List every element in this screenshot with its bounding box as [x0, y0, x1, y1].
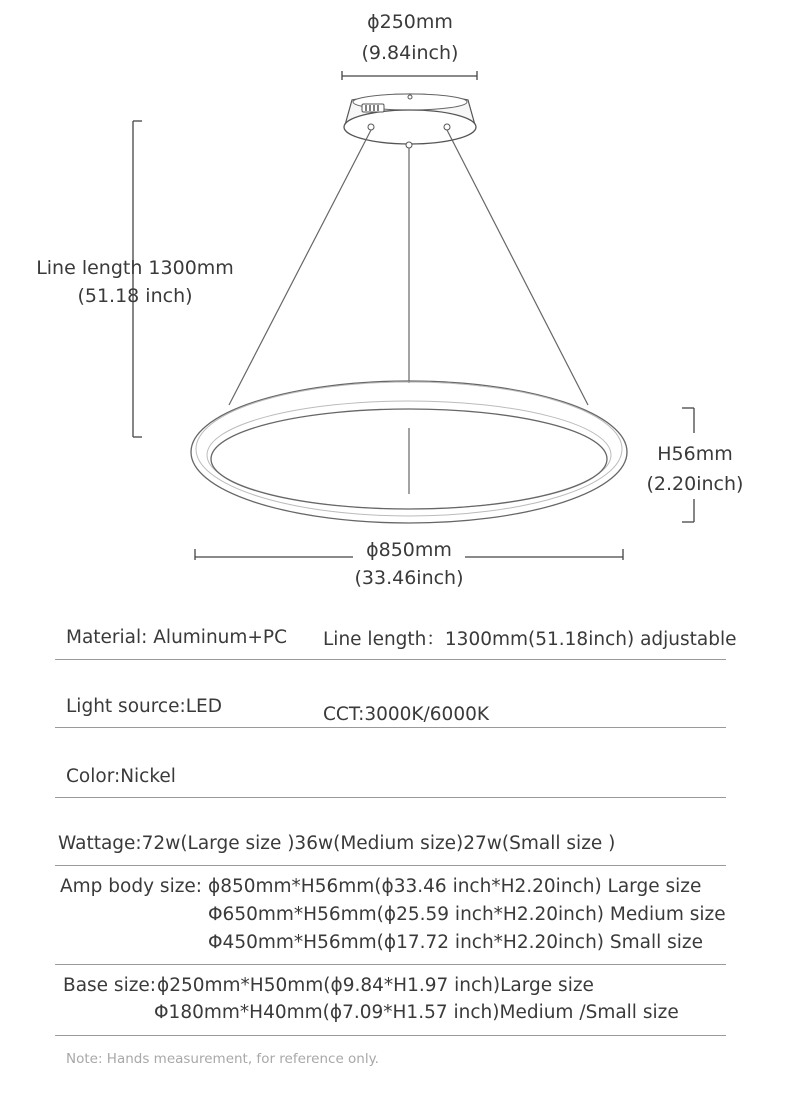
disclaimer-note: Note: Hands measurement, for reference only.: [66, 1051, 379, 1067]
spec-amp-body-line: Φ450mm*H56mm(ϕ17.72 inch*H2.20inch) Small size: [208, 932, 704, 953]
spec-divider: [55, 1035, 726, 1036]
ring-diameter-mm: ϕ850mm: [366, 539, 452, 561]
ring-height-mm: H56mm: [657, 443, 733, 465]
spec-line-length: Line length：1300mm(51.18inch) adjustable: [323, 629, 737, 650]
height-bracket: [682, 408, 694, 522]
spec-divider: [55, 865, 726, 866]
spec-material: Material: Aluminum+PC: [66, 627, 287, 648]
base-diameter-inch: (9.84inch): [361, 42, 459, 64]
line-length-inch: (51.18 inch): [77, 285, 193, 307]
spec-divider: [55, 964, 726, 965]
spec-divider: [55, 659, 726, 660]
spec-base-label: Base size:: [63, 975, 157, 996]
spec-wattage: Wattage:72w(Large size )36w(Medium size)27w(Small size ): [58, 833, 616, 854]
spec-divider: [55, 727, 726, 728]
ring-diameter-inch: (33.46inch): [354, 567, 464, 589]
ceiling-canopy: [344, 94, 476, 148]
suspension-wires: [229, 130, 588, 494]
line-length-mm: Line length 1300mm: [36, 257, 234, 279]
spec-amp-body-line: Φ650mm*H56mm(ϕ25.59 inch*H2.20inch) Medium size: [208, 904, 726, 925]
spec-amp-body-label: Amp body size:: [60, 876, 203, 897]
line-length-bracket: [133, 121, 142, 437]
spec-color: Color:Nickel: [66, 766, 176, 787]
spec-base-line: Φ180mm*H40mm(ϕ7.09*H1.57 inch)Medium /Small size: [154, 1002, 679, 1023]
spec-base-line: ϕ250mm*H50mm(ϕ9.84*H1.97 inch)Large size: [157, 975, 594, 996]
ring-height-inch: (2.20inch): [646, 473, 744, 495]
spec-light-source: Light source:LED: [66, 696, 222, 717]
spec-cct: CCT:3000K/6000K: [323, 704, 489, 725]
base-diameter-mm: ϕ250mm: [367, 11, 453, 33]
spec-amp-body-line: ϕ850mm*H56mm(ϕ33.46 inch*H2.20inch) Large size: [208, 876, 702, 897]
spec-divider: [55, 797, 726, 798]
